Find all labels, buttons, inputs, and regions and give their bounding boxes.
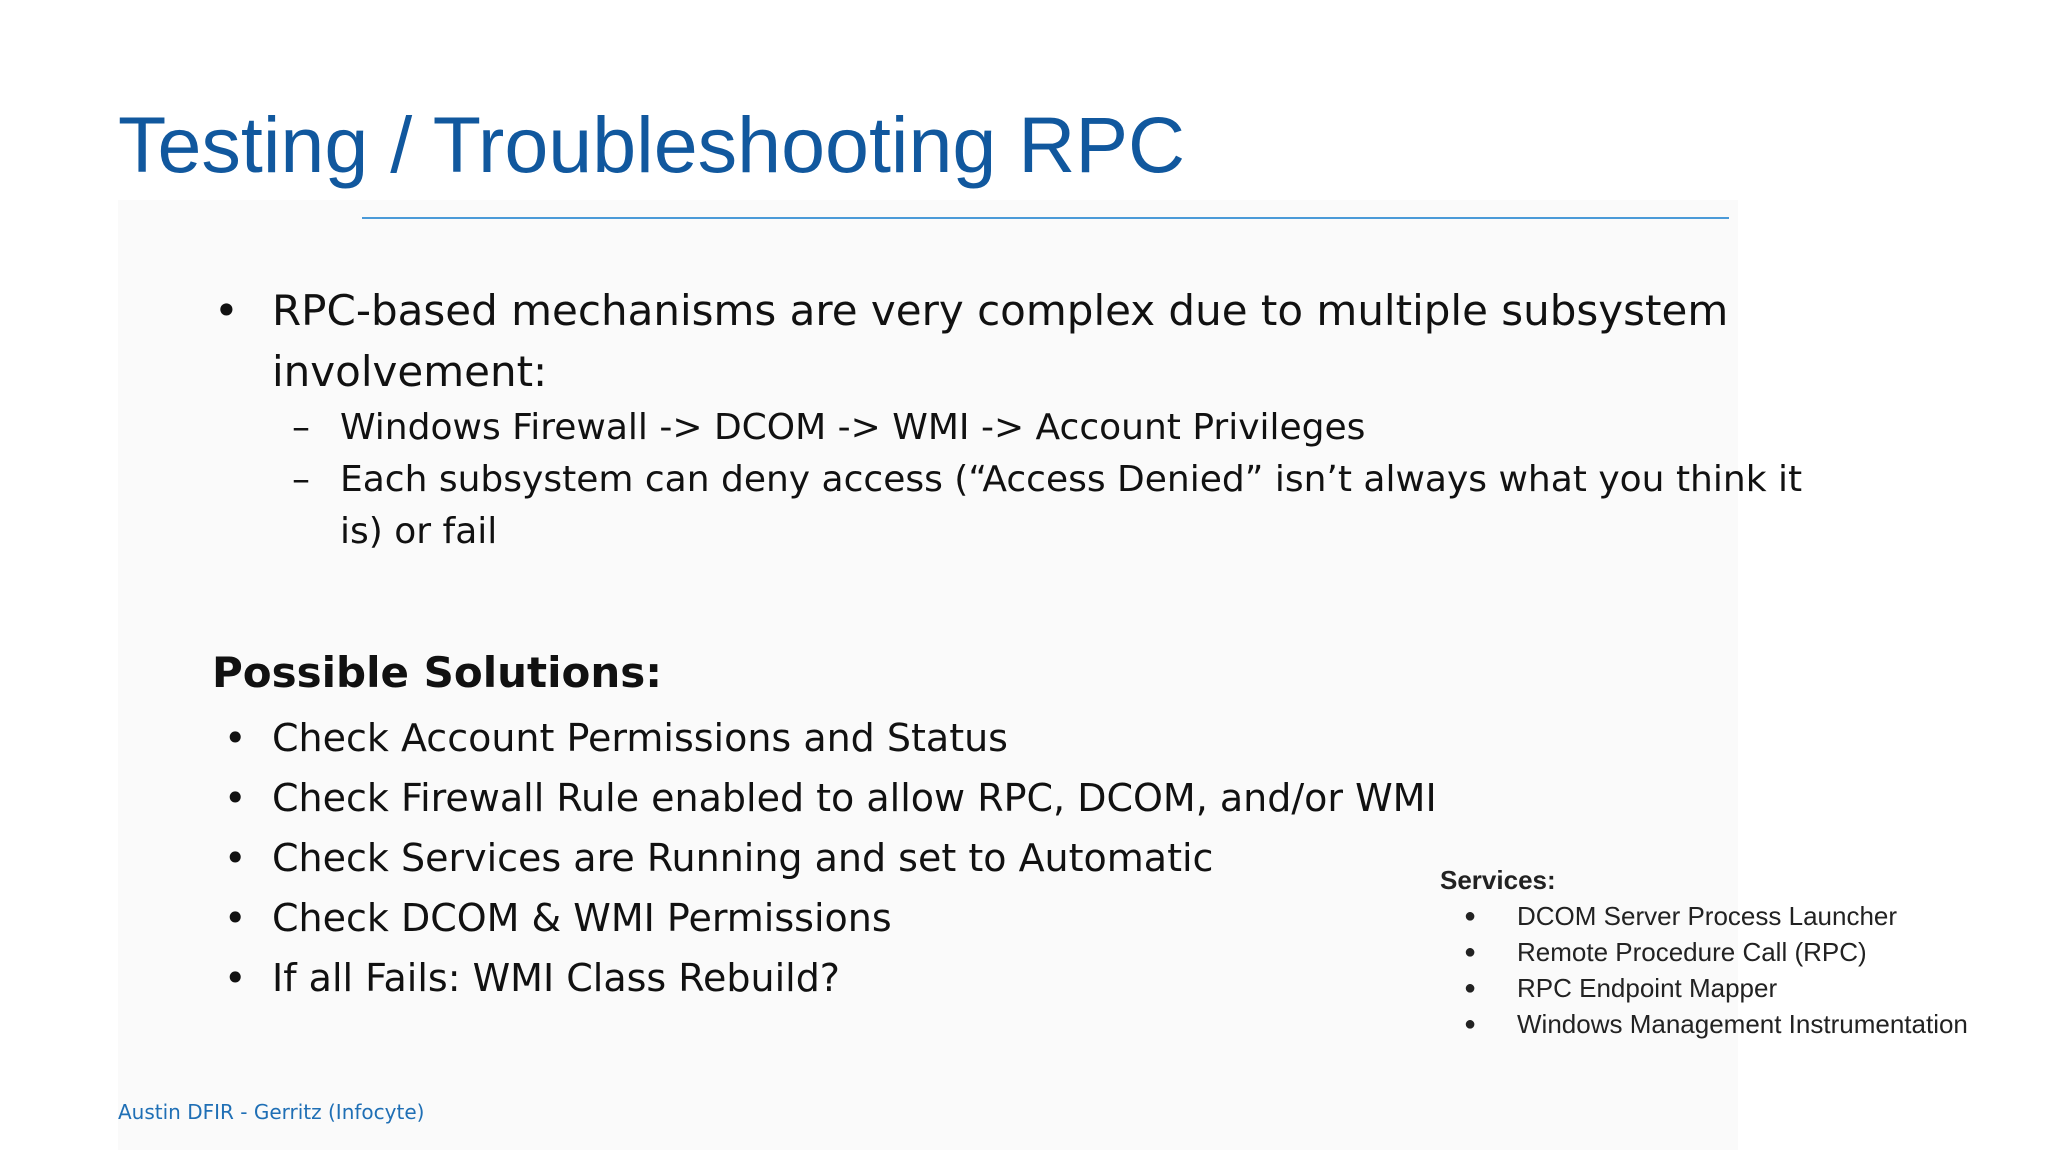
service-text: Windows Management Instrumentation bbox=[1517, 1009, 1968, 1039]
bullet-dot-icon: ● bbox=[1464, 977, 1477, 999]
sub-bullet-list bbox=[272, 402, 1842, 558]
services-heading: Services: bbox=[1440, 865, 1556, 895]
solution-item bbox=[212, 828, 1362, 888]
bullet-icon: • bbox=[224, 896, 247, 940]
services-box bbox=[1440, 862, 1968, 1042]
main-bullet-text: RPC-based mechanisms are very complex due to multiple subsystem involvement: bbox=[272, 286, 1729, 396]
service-item bbox=[1440, 1006, 1968, 1042]
service-text: RPC Endpoint Mapper bbox=[1517, 973, 1778, 1003]
service-item bbox=[1440, 898, 1968, 934]
sub-bullet-item bbox=[272, 402, 1842, 454]
solution-item bbox=[212, 948, 1362, 1008]
title-divider bbox=[362, 217, 1729, 219]
bullet-dot-icon: ● bbox=[1464, 1013, 1477, 1035]
dash-icon: – bbox=[292, 407, 310, 448]
solution-item bbox=[212, 708, 1362, 768]
dash-icon: – bbox=[292, 459, 310, 500]
slide-title: Testing / Troubleshooting RPC bbox=[118, 100, 1186, 189]
solution-text: Check Firewall Rule enabled to allow RPC, DCOM, and/or WMI bbox=[272, 776, 1437, 820]
slide-footer: Austin DFIR - Gerritz (Infocyte) bbox=[118, 1100, 425, 1124]
service-item bbox=[1440, 934, 1968, 970]
sub-bullet-text: Each subsystem can deny access (“Access Denied” isn’t always what you think it is) or fail bbox=[340, 459, 1803, 552]
solutions-heading: Possible Solutions: bbox=[212, 648, 663, 697]
service-text: DCOM Server Process Launcher bbox=[1517, 901, 1898, 931]
solution-text: If all Fails: WMI Class Rebuild? bbox=[272, 956, 840, 1000]
service-text: Remote Procedure Call (RPC) bbox=[1517, 937, 1867, 967]
bullet-icon: • bbox=[224, 836, 247, 880]
bullet-icon: • bbox=[224, 956, 247, 1000]
service-item bbox=[1440, 970, 1968, 1006]
bullet-dot-icon: ● bbox=[1464, 941, 1477, 963]
main-bullet-list bbox=[212, 280, 1842, 558]
solution-text: Check DCOM & WMI Permissions bbox=[272, 896, 892, 940]
solution-text: Check Account Permissions and Status bbox=[272, 716, 1008, 760]
solution-text: Check Services are Running and set to Automatic bbox=[272, 836, 1214, 880]
sub-bullet-item bbox=[272, 454, 1842, 558]
sub-bullet-text: Windows Firewall -> DCOM -> WMI -> Account Privileges bbox=[340, 407, 1366, 448]
bullet-dot-icon: ● bbox=[1464, 905, 1477, 927]
bullet-icon: • bbox=[224, 776, 247, 820]
main-bullet-item bbox=[212, 280, 1842, 558]
bullet-icon: • bbox=[214, 286, 239, 335]
services-list bbox=[1440, 898, 1968, 1042]
solutions-list bbox=[212, 708, 1437, 1008]
solution-item bbox=[212, 888, 1362, 948]
solution-item bbox=[212, 768, 1437, 828]
bullet-icon: • bbox=[224, 716, 247, 760]
